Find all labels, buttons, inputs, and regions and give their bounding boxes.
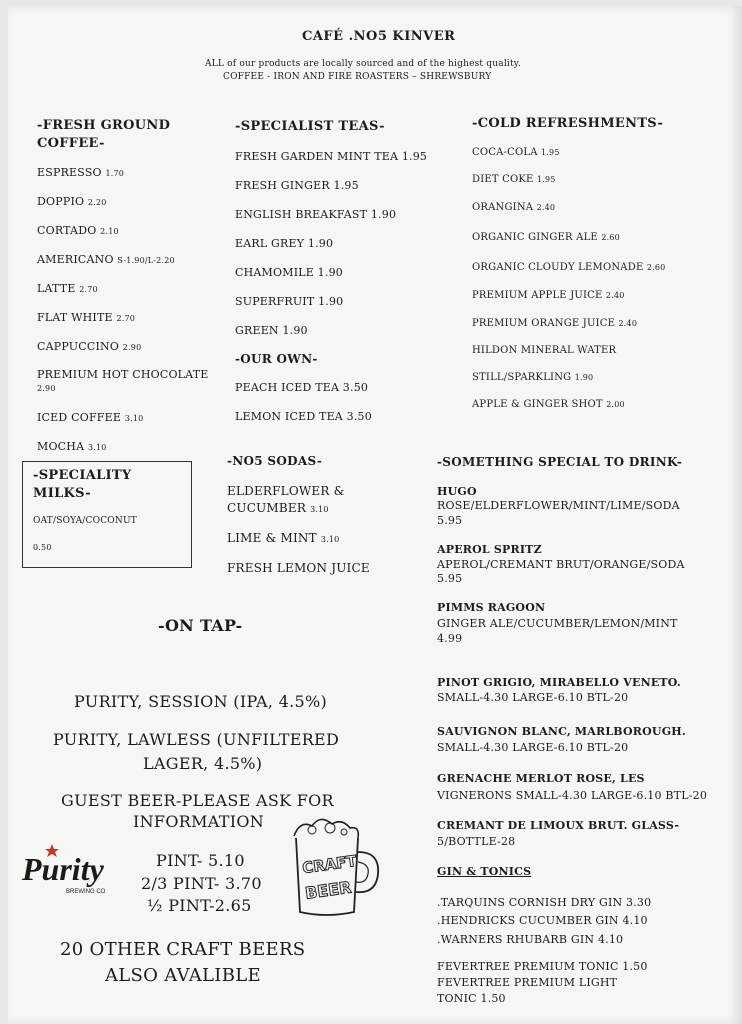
special-item-name: HUGO	[437, 485, 477, 498]
craft-label: CRAFT	[301, 851, 358, 878]
tea-item: SUPERFRUIT 1.90	[235, 295, 344, 308]
roaster-statement: COFFEE - IRON AND FIRE ROASTERS – SHREWSBURY	[223, 72, 492, 82]
craft-beer-mug-illustration	[278, 812, 388, 922]
cold-item: APPLE & GINGER SHOT 2.00	[472, 399, 625, 410]
tea-item: FRESH GINGER 1.95	[235, 179, 359, 192]
wine-item-prices: 5/BOTTLE-28	[437, 835, 516, 848]
gin-heading: GIN & TONICS	[437, 865, 532, 878]
menu-item-cortado: CORTADO 2.10	[37, 224, 119, 237]
cold-item: ORGANIC GINGER ALE 2.60	[472, 232, 620, 243]
pint-price: PINT- 5.10	[156, 851, 245, 870]
special-item-name: PIMMS RAGOON	[437, 601, 546, 614]
purity-wordmark: Purity	[22, 851, 104, 887]
purity-logo-graphic	[22, 838, 122, 898]
menu-item-espresso: ESPRESSO 1.70	[37, 166, 125, 179]
craft-beers-line1: 20 OTHER CRAFT BEERS	[60, 939, 306, 960]
menu-item-hot-chocolate: PREMIUM HOT CHOCOLATE	[37, 368, 209, 381]
cold-item: ORANGINA 2.40	[472, 202, 556, 213]
craft-beers-line2: ALSO AVALIBLE	[105, 965, 261, 986]
gin-item: TONIC 1.50	[437, 992, 506, 1005]
tap-item: GUEST BEER-PLEASE ASK FOR	[61, 791, 334, 810]
own-item: LEMON ICED TEA 3.50	[235, 410, 372, 423]
wine-item-prices: VIGNERONS SMALL-4.30 LARGE-6.10 BTL-20	[437, 789, 708, 802]
milks-heading-1: -SPECIALITY	[33, 468, 132, 483]
cold-item: DIET COKE 1.95	[472, 174, 556, 185]
half-pint-price: ½ PINT-2.65	[147, 896, 252, 915]
two-thirds-pint-price: 2/3 PINT- 3.70	[141, 874, 262, 893]
page-title: CAFÉ .NO5 KINVER	[302, 29, 456, 44]
wine-item-prices: SMALL-4.30 LARGE-6.10 BTL-20	[437, 691, 629, 704]
coffee-heading-2: COFFEE-	[37, 136, 105, 151]
tap-item: PURITY, LAWLESS (UNFILTERED	[53, 730, 340, 749]
purity-logo	[22, 838, 122, 898]
menu-item-flat-white: FLAT WHITE 2.70	[37, 311, 136, 324]
beer-label: BEER	[303, 877, 353, 903]
special-item-desc: ROSE/ELDERFLOWER/MINT/LIME/SODA	[437, 499, 680, 512]
soda-item: LIME & MINT 3.10	[227, 531, 340, 545]
milk-options: OAT/SOYA/COCONUT	[33, 516, 137, 526]
cold-heading: -COLD REFRESHMENTS-	[472, 116, 664, 131]
menu-item-hot-chocolate-price: 2.90	[37, 384, 56, 393]
purity-subtitle: BREWING CO	[66, 889, 106, 895]
our-own-heading: -OUR OWN-	[235, 352, 318, 366]
cold-item: HILDON MINERAL WATER	[472, 345, 617, 356]
wine-item: GRENACHE MERLOT ROSE, LES	[437, 772, 645, 785]
menu-item-iced-coffee: ICED COFFEE 3.10	[37, 411, 144, 424]
teas-heading: -SPECIALIST TEAS-	[235, 119, 385, 134]
special-item-name: APEROL SPRITZ	[437, 543, 542, 556]
on-tap-heading: -ON TAP-	[158, 616, 243, 635]
special-item-desc: APEROL/CREMANT BRUT/ORANGE/SODA	[437, 558, 685, 571]
gin-item: .WARNERS RHUBARB GIN 4.10	[437, 933, 624, 946]
tap-item-line2: INFORMATION	[133, 812, 265, 831]
tea-item: EARL GREY 1.90	[235, 237, 334, 250]
milk-price: 0.50	[33, 543, 52, 552]
cold-item: COCA-COLA 1.95	[472, 147, 560, 158]
own-item: PEACH ICED TEA 3.50	[235, 381, 369, 394]
cold-item: STILL/SPARKLING 1.90	[472, 372, 594, 383]
wine-item: PINOT GRIGIO, MIRABELLO VENETO.	[437, 676, 681, 689]
menu-item-doppio: DOPPIO 2.20	[37, 195, 107, 208]
cold-item: PREMIUM APPLE JUICE 2.40	[472, 290, 625, 301]
tap-item-line2: LAGER, 4.5%)	[143, 754, 263, 773]
gin-item: FEVERTREE PREMIUM LIGHT	[437, 976, 618, 989]
coffee-heading-1: -FRESH GROUND	[37, 118, 171, 133]
tea-item: ENGLISH BREAKFAST 1.90	[235, 208, 397, 221]
soda-item-line2: CUCUMBER 3.10	[227, 501, 329, 515]
tea-item: GREEN 1.90	[235, 324, 308, 337]
soda-item: FRESH LEMON JUICE	[227, 561, 370, 575]
gin-item: FEVERTREE PREMIUM TONIC 1.50	[437, 960, 648, 973]
wine-item: CREMANT DE LIMOUX BRUT. GLASS-	[437, 819, 680, 832]
cold-item: ORGANIC CLOUDY LEMONADE 2.60	[472, 262, 666, 273]
menu-item-americano: AMERICANO S-1.90/L-2.20	[37, 253, 175, 266]
gin-item: .HENDRICKS CUCUMBER GIN 4.10	[437, 914, 648, 927]
wine-item: SAUVIGNON BLANC, MARLBOROUGH.	[437, 725, 686, 738]
menu-item-latte: LATTE 2.70	[37, 282, 98, 295]
cold-item: PREMIUM ORANGE JUICE 2.40	[472, 318, 638, 329]
menu-item-mocha: MOCHA 3.10	[37, 440, 107, 453]
gin-item: .TARQUINS CORNISH DRY GIN 3.30	[437, 896, 652, 909]
tea-item: FRESH GARDEN MINT TEA 1.95	[235, 150, 428, 163]
sodas-heading: -NO5 SODAS-	[227, 454, 323, 468]
soda-item: ELDERFLOWER &	[227, 484, 345, 498]
special-item-desc: GINGER ALE/CUCUMBER/LEMON/MINT	[437, 617, 678, 630]
special-item-price: 5.95	[437, 514, 463, 527]
special-heading: -SOMETHING SPECIAL TO DRINK-	[437, 455, 683, 469]
special-item-price: 4.99	[437, 632, 463, 645]
tap-item: PURITY, SESSION (IPA, 4.5%)	[74, 692, 328, 711]
menu-item-cappuccino: CAPPUCCINO 2.90	[37, 340, 142, 353]
milks-heading-2: MILKS-	[33, 486, 91, 501]
beer-mug-icon	[278, 812, 388, 922]
tea-item: CHAMOMILE 1.90	[235, 266, 343, 279]
special-item-price: 5.95	[437, 572, 463, 585]
quality-statement: ALL of our products are locally sourced and of the highest quality.	[205, 59, 521, 69]
wine-item-prices: SMALL-4.30 LARGE-6.10 BTL-20	[437, 741, 629, 754]
